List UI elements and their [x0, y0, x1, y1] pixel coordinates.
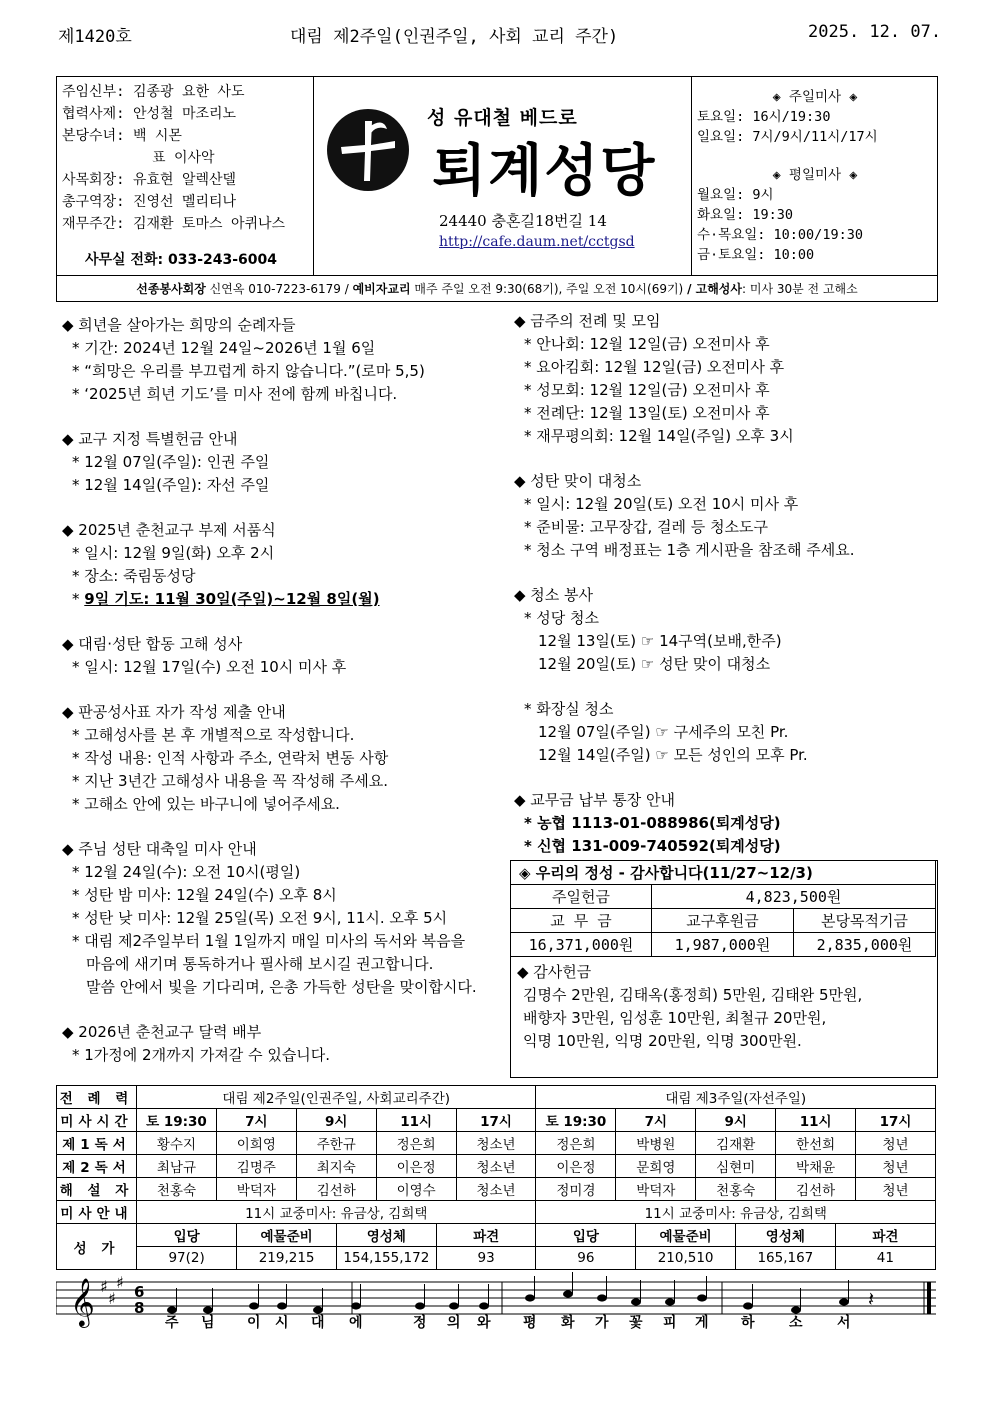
notice-section — [62, 519, 502, 611]
section-item: * 성모회: 12월 12일(금) 오전미사 후 — [524, 381, 770, 399]
lyric-syllable: 의 — [447, 1315, 461, 1331]
note-head — [631, 1298, 641, 1305]
note-head — [277, 1302, 287, 1309]
info-value: 매주 주일 오전 9:30(68기), 주일 오전 10시(69기) — [410, 282, 688, 296]
row-label: 해 설 자 — [57, 1178, 137, 1201]
melody-notes — [167, 1272, 849, 1314]
commentator-cell: 천홍숙 — [136, 1178, 216, 1201]
church-cleaning-item: 12월 13일(토) ☞ 14구역(보배,한주) — [538, 632, 782, 650]
time-signature-bottom: 8 — [134, 1299, 145, 1317]
reader-cell: 심현미 — [696, 1155, 776, 1178]
section-item: * 고해소 안에 있는 바구니에 넣어주세요. — [72, 795, 340, 813]
notice-section — [62, 1021, 502, 1067]
mass-guide: 11시 교중미사: 유금상, 김희택 — [136, 1201, 536, 1224]
commentator-cell: 정미경 — [536, 1178, 616, 1201]
staff-line: 주임신부: 김종광 요한 사도 — [62, 84, 245, 100]
liturgy-schedule-table — [56, 1085, 936, 1270]
reader-cell: 김재환 — [696, 1132, 776, 1155]
row-label: 미사안내 — [57, 1201, 137, 1224]
mass-time: 17시 — [456, 1109, 536, 1132]
info-label: / 고해성사 — [687, 282, 742, 296]
lyric-syllable: 주 — [165, 1315, 179, 1331]
parish-website-link[interactable]: http://cafe.daum.net/cctgsd — [439, 234, 635, 250]
commentator-cell: 박덕자 — [216, 1178, 296, 1201]
hymn-number: 96 — [536, 1247, 636, 1270]
section-title: ◆ 2026년 춘천교구 달력 배부 — [62, 1023, 262, 1041]
staff-line: 사목회장: 유효현 알렉산델 — [62, 172, 237, 188]
weekday-mass-line: 금·토요일: 10:00 — [697, 247, 815, 263]
thanks-title: ◈ 우리의 정성 - 감사합니다(11/27~12/3) — [511, 861, 936, 885]
lyric-syllable: 시 — [275, 1315, 289, 1331]
section-item: * 안나회: 12월 12일(금) 오전미사 후 — [524, 335, 770, 353]
reader-cell: 청년 — [856, 1155, 936, 1178]
notice-section — [514, 470, 934, 562]
staff-list — [57, 77, 314, 275]
notice-section — [62, 701, 502, 816]
section-item: * 대림 제2주일부터 1월 1일까지 매일 미사의 독서와 복음을 — [72, 932, 466, 950]
commentator-cell: 청년 — [856, 1178, 936, 1201]
reader-cell: 이희영 — [216, 1132, 296, 1155]
reader-cell: 박병원 — [616, 1132, 696, 1155]
section-item: * 지난 3년간 고해성사 내용을 꼭 작성해 주세요. — [72, 772, 389, 790]
lyric-syllable: 소 — [789, 1315, 803, 1331]
thanks-value: 1,987,000원 — [652, 933, 794, 957]
lyric-syllable: 피 — [663, 1315, 677, 1331]
section-item-continued: 마음에 새기며 통독하거나 필사해 보시길 권고합니다. — [86, 955, 434, 973]
lyrics-row — [56, 1312, 936, 1334]
mass-time: 9시 — [296, 1109, 376, 1132]
mass-guide: 11시 교중미사: 유금상, 김희택 — [536, 1201, 936, 1224]
sunday-mass-line: 토요일: 16시/19:30 — [697, 109, 831, 125]
lyric-syllable: 님 — [201, 1315, 215, 1331]
note-head — [697, 1294, 707, 1301]
donation-line: 김명수 2만원, 김태옥(홍정희) 5만원, 김태완 5만원, — [523, 986, 863, 1004]
donation-line: 배향자 3만원, 임성훈 10만원, 최철규 20만원, — [523, 1009, 827, 1027]
section-title: ◆ 교무금 납부 통장 안내 — [514, 791, 676, 809]
section-item: * 12월 24일(수): 오전 10시(평일) — [72, 863, 301, 881]
section-title: ◆ 성탄 맞이 대청소 — [514, 472, 642, 490]
note-head — [351, 1302, 361, 1309]
mass-time: 토 19:30 — [536, 1109, 616, 1132]
lyric-syllable: 대 — [311, 1315, 325, 1331]
row-label: 제1독서 — [57, 1132, 137, 1155]
section-title: ◆ 청소 봉사 — [514, 586, 594, 604]
right-column — [514, 310, 934, 858]
section-title: ◆ 대림·성탄 합동 고해 성사 — [62, 635, 243, 653]
staff-line: 본당수녀: 백 시몬 — [62, 128, 182, 144]
hymn-number: 154,155,172 — [336, 1247, 436, 1270]
staff-line: 총구역장: 진영선 멜리티나 — [62, 194, 237, 210]
hymn-header: 예물준비 — [237, 1224, 337, 1247]
thanks-value: 16,371,000원 — [511, 933, 652, 957]
lyric-syllable: 평 — [523, 1315, 537, 1331]
thanks-table — [510, 860, 936, 957]
thanks-value: 2,835,000원 — [794, 933, 936, 957]
lyric-syllable: 꽃 — [629, 1315, 643, 1331]
info-label: 선종봉사회장 — [136, 282, 206, 296]
section-title: ◆ 교구 지정 특별헌금 안내 — [62, 430, 238, 448]
mass-time: 토 19:30 — [136, 1109, 216, 1132]
section-item: * 12월 14일(주일): 자선 주일 — [72, 476, 270, 494]
section-item: * 준비물: 고무장갑, 걸레 등 청소도구 — [524, 518, 769, 536]
sunday-mass-title: ◈ 주일미사 ◈ — [772, 89, 858, 105]
mass-time: 11시 — [376, 1109, 456, 1132]
header-box — [56, 76, 938, 302]
hymn-header: 입당 — [536, 1224, 636, 1247]
hymn-header: 파견 — [872, 1229, 899, 1245]
toilet-cleaning-item: 12월 14일(주일) ☞ 모든 성인의 모후 Pr. — [538, 746, 808, 764]
info-label: 예비자교리 — [352, 282, 411, 296]
staff-line: 협력사제: 안성철 마조리노 — [62, 106, 237, 122]
reader-cell: 정은희 — [536, 1132, 616, 1155]
notice-section — [62, 314, 502, 406]
page-heading: 대림 제2주일(인권주일, 사회 교리 주간) — [290, 27, 619, 47]
hymn-number: 210,510 — [636, 1247, 736, 1270]
reader-cell: 황수지 — [136, 1132, 216, 1155]
section-item: * 일시: 12월 20일(토) 오전 10시 미사 후 — [524, 495, 799, 513]
lyric-syllable: 하 — [741, 1315, 755, 1331]
parish-address: 24440 충혼길18번길 14 — [439, 212, 607, 230]
donation-section — [511, 957, 937, 1053]
mass-time: 9시 — [696, 1109, 776, 1132]
note-head — [743, 1302, 753, 1309]
treble-clef-icon: 𝄞 — [70, 1277, 95, 1326]
section-item: * 청소 구역 배정표는 1층 게시판을 참조해 주세요. — [524, 541, 855, 559]
hymn-header: 영성체 — [735, 1224, 835, 1247]
hymn-table — [137, 1224, 935, 1269]
commentator-cell: 이영수 — [376, 1178, 456, 1201]
section-item: * 고해성사를 본 후 개별적으로 작성합니다. — [72, 726, 355, 744]
hymn-header: 영성체 — [336, 1224, 436, 1247]
bank-account: * 농협 1113-01-088986(퇴계성당) — [524, 814, 781, 832]
hymn-header: 파견 — [436, 1224, 536, 1247]
commentator-cell: 김선하 — [296, 1178, 376, 1201]
section-item: * 전례단: 12월 13일(토) 오전미사 후 — [524, 404, 770, 422]
schedule-row — [57, 1201, 936, 1224]
hymn-number: 41 — [835, 1247, 935, 1270]
toilet-cleaning-item: 12월 07일(주일) ☞ 구세주의 모친 Pr. — [538, 723, 789, 741]
info-value: 신연옥 010-7223-6179 / — [205, 282, 353, 296]
lyric-syllable: 와 — [477, 1315, 491, 1331]
cleaning-section — [514, 584, 934, 767]
weekday-mass-line: 화요일: 19:30 — [697, 207, 794, 223]
notice-section — [62, 838, 502, 999]
rest-icon: 𝄽 — [868, 1287, 875, 1311]
mass-times — [691, 77, 938, 275]
hymn-header: 입당 — [137, 1224, 237, 1247]
section-title: ◆ 판공성사표 자가 작성 제출 안내 — [62, 703, 286, 721]
schedule-row — [57, 1132, 936, 1155]
section-item: * 장소: 죽림동성당 — [72, 567, 196, 585]
reader-cell: 최지숙 — [296, 1155, 376, 1178]
novena-underlined: 9일 기도: 11월 30일(주일)~12월 8일(월) — [84, 590, 380, 608]
issue-date: 2025. 12. 07. — [808, 22, 942, 42]
weekday-mass-line: 수·목요일: 10:00/19:30 — [697, 227, 863, 243]
sunday-offering-value: 4,823,500원 — [652, 885, 936, 909]
info-bar — [57, 275, 937, 302]
note-head — [479, 1302, 489, 1309]
thanks-box — [510, 860, 938, 1078]
hymn-number: 97(2) — [137, 1247, 237, 1270]
reader-cell: 이은정 — [536, 1155, 616, 1178]
schedule-row — [57, 1086, 936, 1109]
sharp-icon: ♯ — [100, 1277, 108, 1296]
mass-time: 7시 — [616, 1109, 696, 1132]
reader-cell: 한선희 — [776, 1132, 856, 1155]
schedule-row — [57, 1178, 936, 1201]
week1-title: 대림 제2주일(인권주일, 사회교리주간) — [136, 1086, 536, 1109]
commentator-cell: 김선하 — [776, 1178, 856, 1201]
week2-title: 대림 제3주일(자선주일) — [536, 1086, 936, 1109]
sharp-icon: ♯ — [116, 1273, 124, 1292]
left-column — [62, 314, 502, 1067]
section-title: ◆ 희년을 살아가는 희망의 순례자들 — [62, 316, 296, 334]
section-title: ◆ 주님 성탄 대축일 미사 안내 — [62, 840, 257, 858]
section-item: * 작성 내용: 인적 사항과 주소, 연락처 변동 사항 — [72, 749, 389, 767]
reader-cell: 정은희 — [376, 1132, 456, 1155]
reader-cell: 주한규 — [296, 1132, 376, 1155]
section-item: * ‘2025년 희년 기도’를 미사 전에 함께 바칩니다. — [72, 385, 398, 403]
reader-cell: 박채윤 — [776, 1155, 856, 1178]
section-title: ◆ 금주의 전례 및 모임 — [514, 312, 661, 330]
sharp-icon: ♯ — [108, 1289, 116, 1308]
row-label: 성 가 — [57, 1224, 137, 1270]
section-item: * 요아킴회: 12월 12일(금) 오전미사 후 — [524, 358, 785, 376]
toilet-cleaning-label: * 화장실 청소 — [524, 700, 614, 718]
note-head — [839, 1298, 849, 1305]
info-value: : 미사 30분 전 고해소 — [742, 282, 858, 296]
church-cleaning-label: * 성당 청소 — [524, 609, 599, 627]
schedule-row — [57, 1224, 936, 1270]
row-label: 제2독서 — [57, 1155, 137, 1178]
note-head — [249, 1302, 259, 1309]
office-phone: 사무실 전화: 033-243-6004 — [85, 252, 277, 268]
section-item: * 기간: 2024년 12월 24일~2026년 1월 6일 — [72, 339, 376, 357]
section-item: * 재무평의회: 12월 14일(주일) 오후 3시 — [524, 427, 794, 445]
note-head — [563, 1290, 573, 1297]
bank-account: * 신협 131-009-740592(퇴계성당) — [524, 837, 781, 855]
note-head — [449, 1302, 459, 1309]
lyric-syllable: 화 — [561, 1315, 575, 1331]
section-item: * 1가정에 2개까지 가져갈 수 있습니다. — [72, 1046, 331, 1064]
notice-section — [62, 428, 502, 497]
reader-cell: 최남규 — [136, 1155, 216, 1178]
section-item-continued: 말씀 안에서 빛을 기다리며, 은총 가득한 성탄을 맞이합시다. — [86, 978, 477, 996]
section-item: * 성탄 낮 미사: 12월 25일(목) 오전 9시, 11시. 오후 5시 — [72, 909, 448, 927]
mass-time: 11시 — [776, 1109, 856, 1132]
lyric-syllable: 가 — [595, 1315, 609, 1331]
weekday-mass-line: 월요일: 9시 — [697, 187, 774, 203]
issue-number: 제1420호 — [58, 27, 132, 47]
sunday-mass-line: 일요일: 7시/9시/11시/17시 — [697, 129, 878, 145]
schedule-row — [57, 1109, 936, 1132]
note-head — [415, 1302, 425, 1309]
hymn-cell — [136, 1224, 935, 1270]
commentator-cell: 청소년 — [456, 1178, 536, 1201]
lyric-syllable: 게 — [695, 1315, 709, 1331]
note-head — [597, 1294, 607, 1301]
reader-cell: 청소년 — [456, 1155, 536, 1178]
hymn-number: 219,215 — [237, 1247, 337, 1270]
hymn-number: 93 — [436, 1247, 536, 1270]
hymn-number: 165,167 — [735, 1247, 835, 1270]
thanks-header: 교구후원금 — [652, 909, 794, 933]
thanks-header: 교 무 금 — [511, 909, 652, 933]
section-item: * 일시: 12월 17일(수) 오전 10시 미사 후 — [72, 658, 347, 676]
parish-subtitle: 성 유대철 베드로 — [427, 107, 578, 129]
sunday-offering-label: 주일헌금 — [511, 885, 652, 909]
lyric-syllable: 이 — [247, 1315, 261, 1331]
section-item: * 성탄 밤 미사: 12월 24일(수) 오후 8시 — [72, 886, 337, 904]
staff-line: 재무주간: 김재환 토마스 아퀴나스 — [62, 216, 286, 232]
reader-cell: 청년 — [856, 1132, 936, 1155]
notice-section — [62, 633, 502, 679]
commentator-cell: 박덕자 — [616, 1178, 696, 1201]
mass-time: 7시 — [216, 1109, 296, 1132]
row-label: 전 례 력 — [57, 1086, 137, 1109]
section-item: * 9일 기도: 11월 30일(주일)~12월 8일(월) — [72, 590, 380, 608]
reader-cell: 문희영 — [616, 1155, 696, 1178]
hymn-header: 예물준비 — [636, 1224, 736, 1247]
mass-time: 17시 — [856, 1109, 936, 1132]
church-cleaning-item: 12월 20일(토) ☞ 성탄 맞이 대청소 — [538, 655, 771, 673]
cross-logo-icon — [325, 107, 411, 193]
note-head — [525, 1294, 535, 1301]
commentator-cell: 천홍숙 — [696, 1178, 776, 1201]
note-head — [665, 1298, 675, 1305]
reader-cell: 청소년 — [456, 1132, 536, 1155]
lyric-syllable: 정 — [413, 1315, 427, 1331]
donation-line: 익명 10만원, 익명 20만원, 익명 300만원. — [523, 1032, 802, 1050]
parish-name: 퇴계성당 — [432, 139, 657, 204]
donation-title: ◆ 감사헌금 — [517, 963, 592, 981]
weekday-mass-title: ◈ 평일미사 ◈ — [772, 167, 858, 183]
section-item: * 12월 07일(주일): 인권 주일 — [72, 453, 270, 471]
row-label: 미사시간 — [57, 1109, 137, 1132]
thanks-header: 본당목적기금 — [794, 909, 936, 933]
section-item: * 일시: 12월 9일(화) 오후 2시 — [72, 544, 275, 562]
bank-section — [514, 789, 934, 858]
staff-line: 표 이사악 — [152, 150, 215, 166]
schedule-row — [57, 1155, 936, 1178]
reader-cell: 김명주 — [216, 1155, 296, 1178]
section-item: * “희망은 우리를 부끄럽게 하지 않습니다.”(로마 5,5) — [72, 362, 425, 380]
section-title: ◆ 2025년 춘천교구 부제 서품식 — [62, 521, 276, 539]
lyric-syllable: 서 — [837, 1315, 851, 1331]
reader-cell: 이은정 — [376, 1155, 456, 1178]
lyric-syllable: 에 — [349, 1315, 363, 1331]
notice-section — [514, 310, 934, 448]
time-signature-top: 6 — [134, 1283, 145, 1301]
